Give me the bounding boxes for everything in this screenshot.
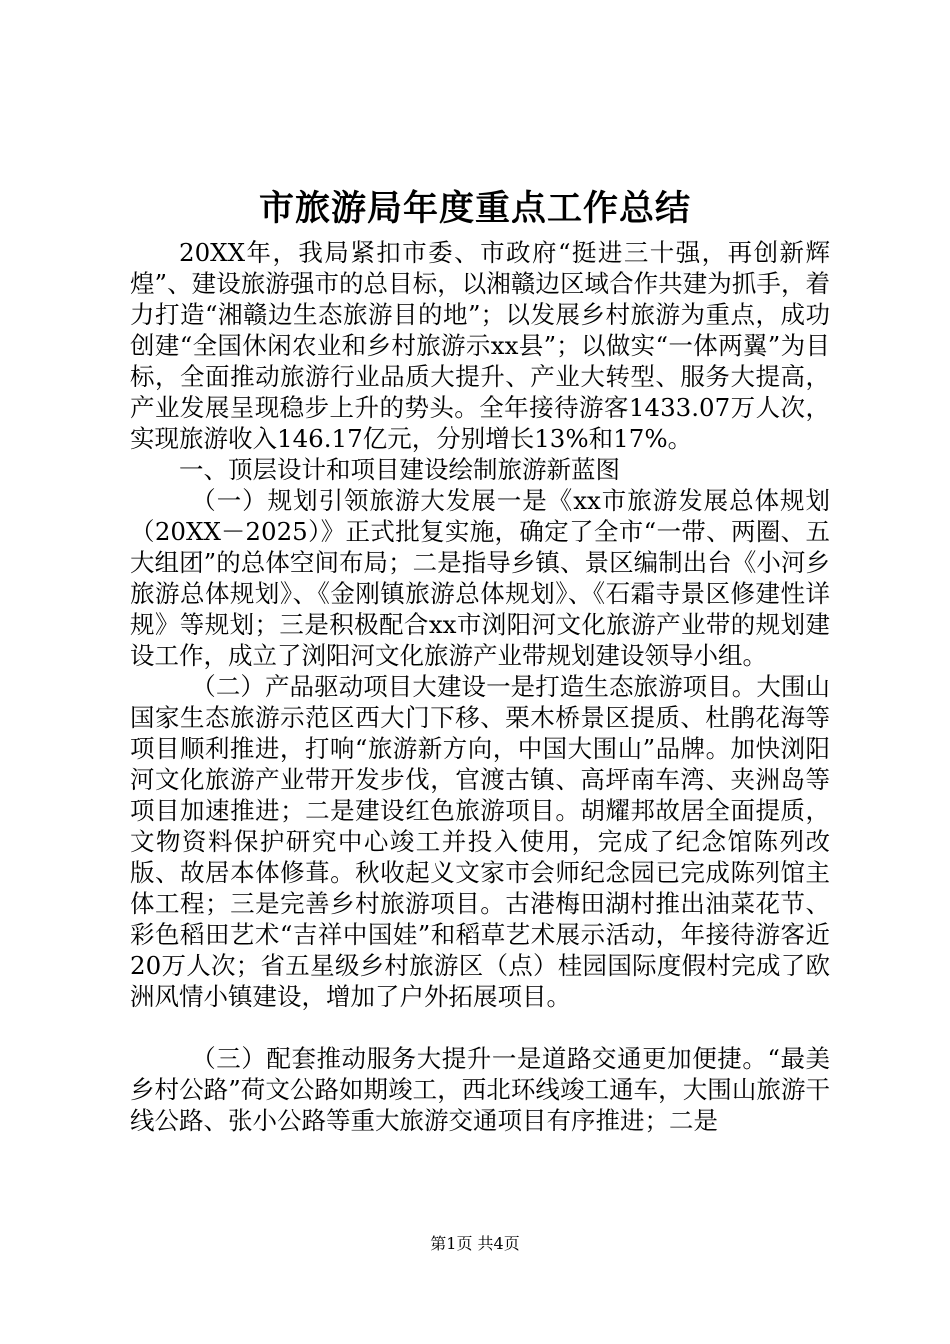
document-title: 市旅游局年度重点工作总结: [258, 188, 691, 229]
document-body: [130, 237, 830, 1136]
section-heading-1: 一、顶层设计和项目建设绘制旅游新蓝图: [179, 455, 620, 484]
intro-paragraph: 20XX年，我局紧扣市委、市政府“挺进三十强，再创新辉煌”、建设旅游强市的总目标，以湘赣边区域合作共建为抓手，着力打造“湘赣边生态旅游目的地”；以发展乡村旅游为重点，成功创建“全国休闲农业和乡村旅游示xx县”；以做实“一体两翼”为目标，全面推动旅游行业品质大提升、产业大转型、服务大提高，产业发展呈现稳步上升的势头。全年接待游客1433.07万人次，实现旅游收入146.17亿元，分别增长13%和17%。: [130, 238, 830, 453]
subsection-services: （三）配套推动服务大提升一是道路交通更加便捷。“最美乡村公路”荷文公路如期竣工，西北环线竣工通车，大围山旅游干线公路、张小公路等重大旅游交通项目有序推进；二是: [130, 1044, 830, 1135]
subsection-projects: （二）产品驱动项目大建设一是打造生态旅游项目。大围山国家生态旅游示范区西大门下移、栗木桥景区提质、杜鹃花海等项目顺利推进，打响“旅游新方向，中国大围山”品牌。加快浏阳河文化旅游产业带开发步伐，官渡古镇、高坪南车湾、夹洲岛等项目加速推进；二是建设红色旅游项目。胡耀邦故居全面提质，文物资料保护研究中心竣工并投入使用，完成了纪念馆陈列改版、故居本体修葺。秋收起义文家市会师纪念园已完成陈列馆主体工程；三是完善乡村旅游项目。古港梅田湖村推出油菜花节、彩色稻田艺术“吉祥中国娃”和稻草艺术展示活动，年接待游客近20万人次；省五星级乡村旅游区（点）桂园国际度假村完成了欧洲风情小镇建设，增加了户外拓展项目。: [130, 672, 830, 1011]
subsection-planning: （一）规划引领旅游大发展一是《xx市旅游发展总体规划（20XX－2025）》正式批复实施，确定了全市“一带、两圈、五大组团”的总体空间布局；二是指导乡镇、景区编制出台《小河乡旅游总体规划》、《金刚镇旅游总体规划》、《石霜寺景区修建性详规》等规划；三是积极配合xx市浏阳河文化旅游产业带的规划建设工作，成立了浏阳河文化旅游产业带规划建设领导小组。: [130, 486, 830, 670]
page-number-footer: 第1页 共4页: [430, 1234, 520, 1253]
